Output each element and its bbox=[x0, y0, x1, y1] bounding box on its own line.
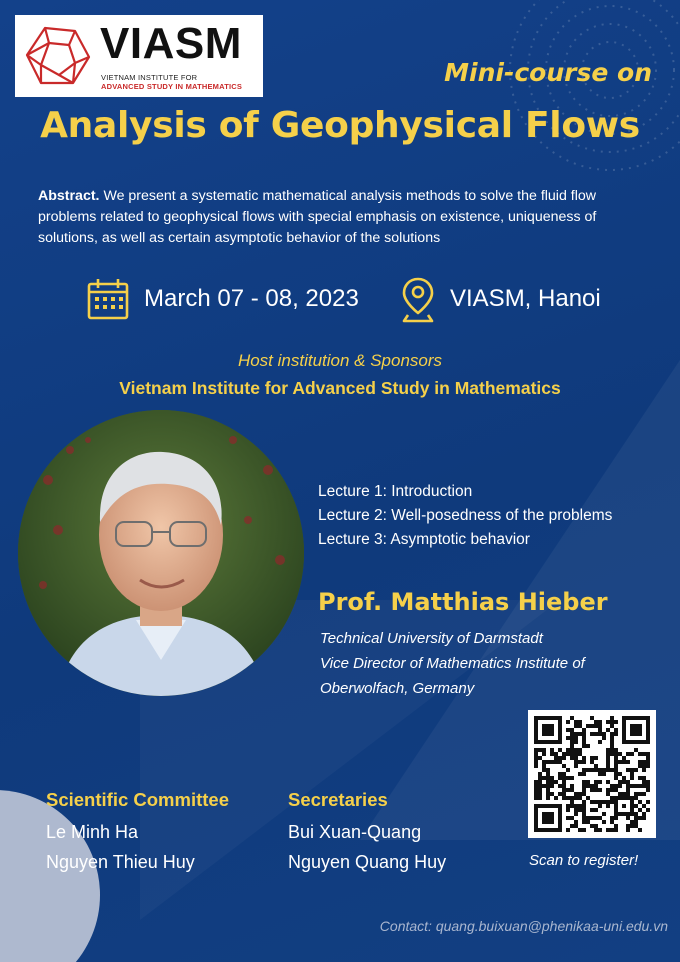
logo-subtitle-line1: VIETNAM INSTITUTE FOR bbox=[101, 73, 198, 82]
secretaries-heading: Secretaries bbox=[288, 789, 388, 810]
logo-wordmark: VIASM bbox=[100, 19, 242, 68]
abstract-label: Abstract. bbox=[38, 188, 100, 204]
affiliation-line: Vice Director of Mathematics Institute of bbox=[320, 655, 585, 672]
secretary-member: Bui Xuan-Quang bbox=[288, 822, 422, 842]
scientific-committee bbox=[46, 789, 229, 877]
lecture-list bbox=[318, 480, 612, 552]
secretaries bbox=[288, 789, 446, 877]
course-title: Analysis of Geophysical Flows bbox=[40, 105, 640, 146]
affiliation-line: Technical University of Darmstadt bbox=[320, 630, 543, 647]
location-text: VIASM, Hanoi bbox=[450, 285, 601, 312]
lecture-item: Lecture 3: Asymptotic behavior bbox=[318, 531, 530, 548]
mini-course-label: Mini-course on bbox=[444, 58, 652, 87]
registration-qr-code[interactable] bbox=[528, 710, 656, 838]
dot-ring-decoration bbox=[500, 0, 680, 180]
lecture-item: Lecture 2: Well-posedness of the problems bbox=[318, 507, 613, 524]
logo-subtitle-line2: ADVANCED STUDY IN MATHEMATICS bbox=[101, 82, 243, 91]
committee-heading: Scientific Committee bbox=[46, 789, 229, 810]
scan-to-register-label: Scan to register! bbox=[529, 852, 639, 869]
viasm-logo bbox=[15, 15, 263, 97]
contact-email[interactable]: Contact: quang.buixuan@phenikaa-uni.edu.vn bbox=[379, 918, 668, 934]
speaker-affiliation bbox=[320, 626, 585, 701]
host-institution: Vietnam Institute for Advanced Study in Mathematics bbox=[119, 378, 561, 398]
geodesic-logo-icon bbox=[25, 25, 91, 87]
affiliation-line: Oberwolfach, Germany bbox=[320, 680, 475, 697]
secretary-member: Nguyen Quang Huy bbox=[288, 852, 447, 872]
abstract-text: We present a systematic mathematical analysis methods to solve the fluid flow problems related to geophysical flows with special emphasis on existence, uniqueness of solutions, as well as certain asymptotic behavior of the solutions bbox=[38, 188, 597, 246]
calendar-icon bbox=[86, 277, 130, 321]
host-label: Host institution & Sponsors bbox=[237, 351, 443, 370]
lecture-item: Lecture 1: Introduction bbox=[318, 483, 473, 500]
qr-code-icon bbox=[534, 716, 650, 832]
speaker-name: Prof. Matthias Hieber bbox=[318, 588, 608, 616]
abstract bbox=[38, 186, 650, 249]
speaker-photo bbox=[18, 410, 304, 696]
committee-member: Le Minh Ha bbox=[46, 822, 139, 842]
committee-member: Nguyen Thieu Huy bbox=[46, 852, 195, 872]
date-text: March 07 - 08, 2023 bbox=[144, 285, 359, 312]
location-pin-icon bbox=[400, 275, 436, 323]
event-location bbox=[400, 274, 601, 324]
event-date bbox=[86, 274, 359, 324]
